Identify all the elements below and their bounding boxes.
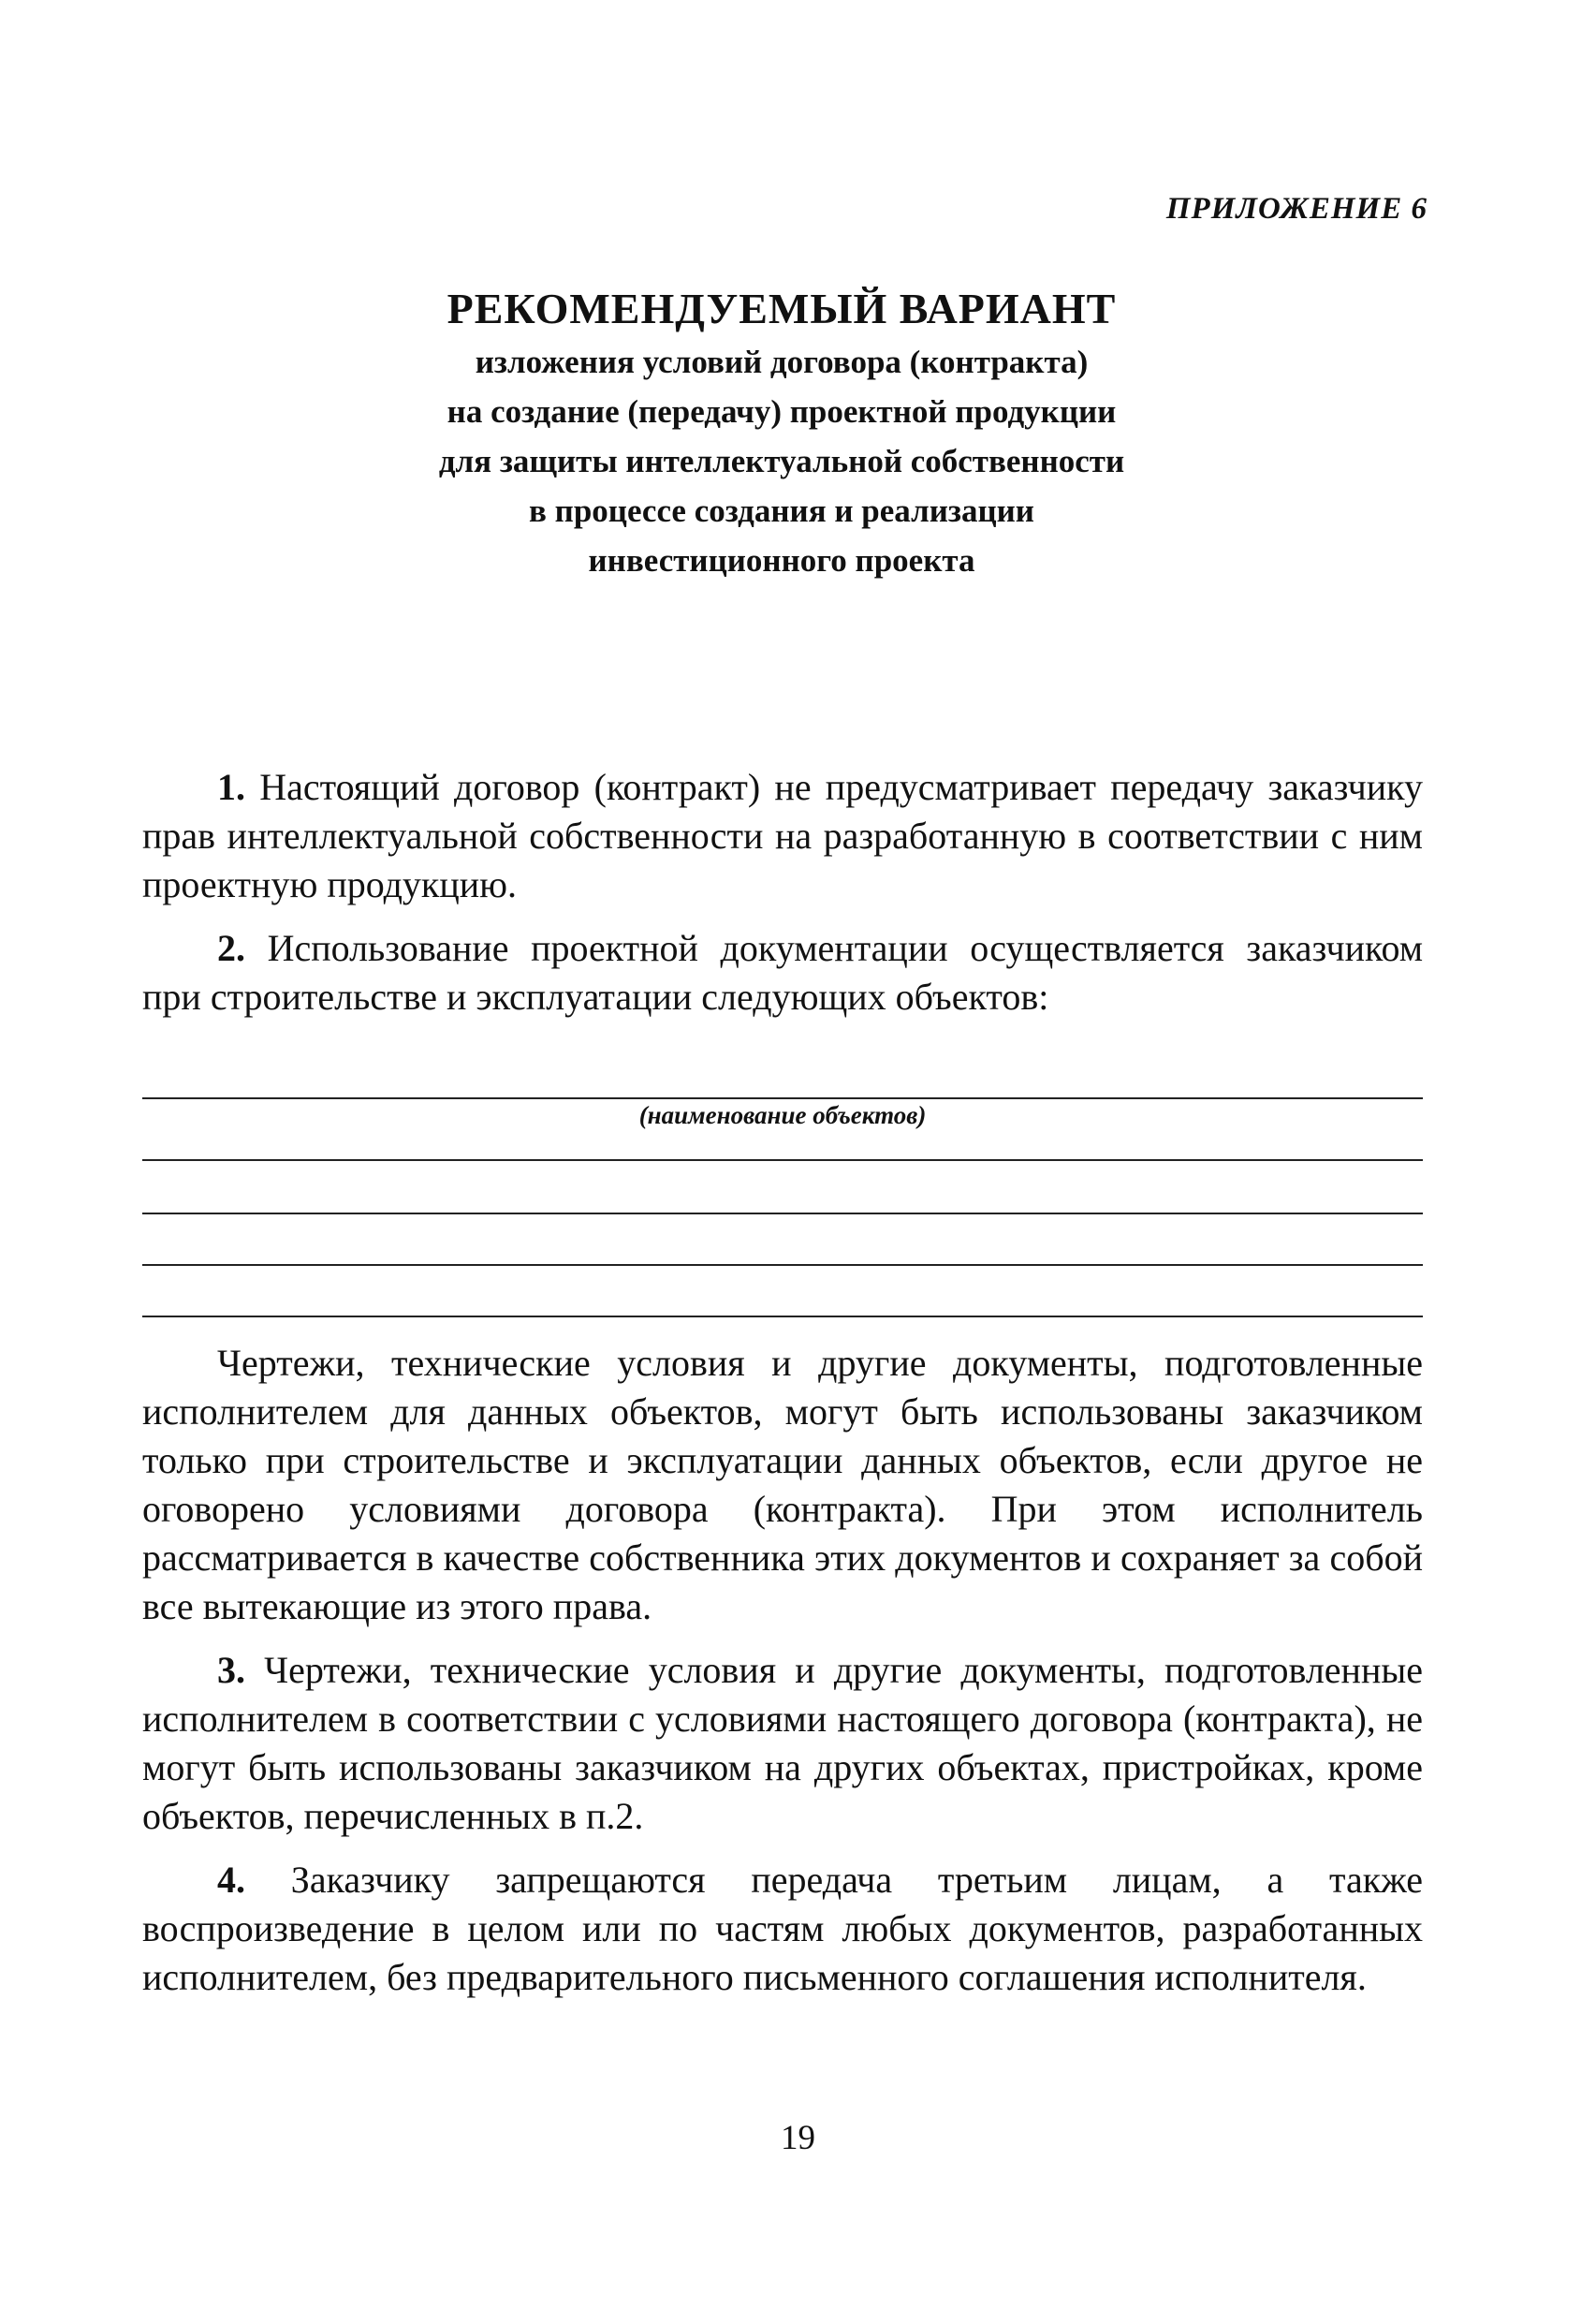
fill-in-line xyxy=(142,1316,1423,1317)
clause-4-text: Заказчику запрещаются передача третьим лицам, а также воспроизведение в целом или по частям любых документов, разработанных исполнителем, без предварительного письменного соглашения исполнителя. xyxy=(142,1859,1423,1998)
page-number: 19 xyxy=(781,2119,815,2157)
document-title xyxy=(140,281,1423,585)
title-line: инвестиционного проекта xyxy=(588,542,975,579)
clause-3-paragraph xyxy=(142,1646,1423,1841)
fill-in-line xyxy=(142,1159,1423,1161)
fill-in-line xyxy=(142,1264,1423,1266)
clause-4-paragraph xyxy=(142,1856,1423,2002)
clause-1-text: Настоящий договор (контракт) не предусматривает передачу заказчику прав интеллектуальной собственности на разработанную в соответствии с ним проектную продукцию. xyxy=(142,766,1424,905)
clause-1-number: 1. xyxy=(217,766,245,808)
clause-2-paragraph xyxy=(142,924,1423,1022)
title-line: изложения условий договора (контракта) xyxy=(475,344,1089,380)
clause-4-number: 4. xyxy=(217,1859,245,1901)
clause-1-paragraph xyxy=(142,763,1423,909)
appendix-label: ПРИЛОЖЕНИЕ 6 xyxy=(1165,192,1428,226)
title-line: на создание (передачу) проектной продукции xyxy=(447,393,1117,430)
fill-in-line xyxy=(142,1097,1423,1099)
title-main: РЕКОМЕНДУЕМЫЙ ВАРИАНТ xyxy=(447,285,1117,332)
clause-body xyxy=(142,1339,1423,2017)
clause-2-continuation: Чертежи, технические условия и другие документы, подготовленные исполнителем для данных объектов, могут быть использованы заказчиком только при строительстве и эксплуатации данных объектов, если другое не оговорено условиями договора (контракта). При этом исполнитель рассматривается в качестве собственника этих документов и сохраняет за собой все вытекающие из этого права. xyxy=(142,1342,1423,1627)
objects-caption: (наименование объектов) xyxy=(638,1101,927,1129)
fill-in-line xyxy=(142,1213,1423,1214)
title-line: в процессе создания и реализации xyxy=(529,493,1034,529)
clause-3-text: Чертежи, технические условия и другие документы, подготовленные исполнителем в соответствии с условиями настоящего договора (контракта), не могут быть использованы заказчиком на других объектах, пристройках, кроме объектов, перечисленных в п.2. xyxy=(142,1649,1423,1837)
clause-2-text: Использование проектной документации осуществляется заказчиком при строительстве и эксплуатации следующих объектов: xyxy=(142,927,1424,1018)
clause-1 xyxy=(142,763,1423,1037)
clause-2-number: 2. xyxy=(217,927,245,969)
title-line: для защиты интеллектуальной собственности xyxy=(438,443,1125,479)
clause-3-number: 3. xyxy=(217,1649,245,1691)
